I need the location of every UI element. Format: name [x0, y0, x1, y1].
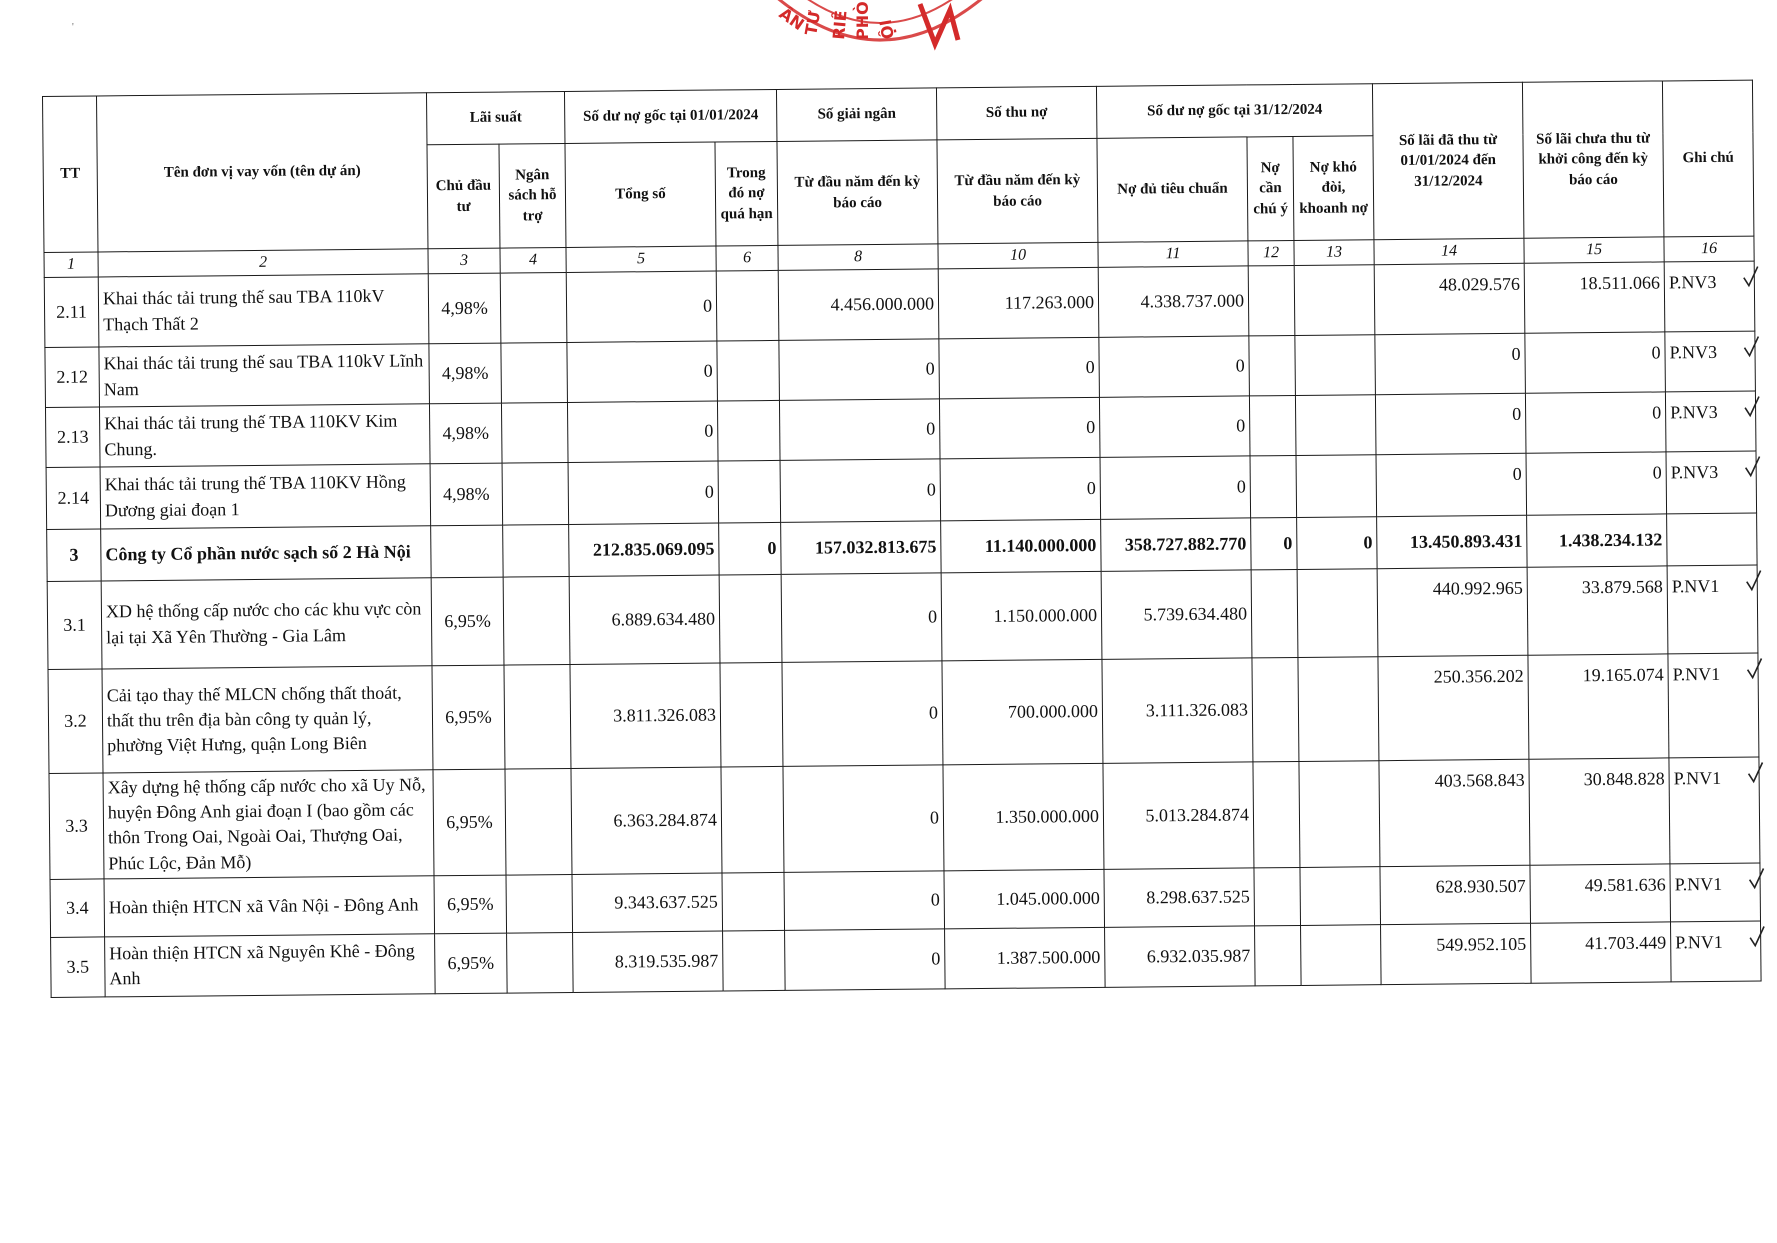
- handwritten-tick-icon: [1748, 923, 1766, 949]
- collected-amount-cell: 700.000.000: [942, 659, 1103, 765]
- interest-uncollected-cell: 41.703.449: [1531, 922, 1672, 983]
- closing-standard-cell: 6.932.035.987: [1105, 926, 1256, 987]
- opening-total-cell: 212.835.069.095: [569, 523, 719, 576]
- interest-rate-budget-cell: [503, 524, 570, 577]
- column-index: 8: [778, 244, 938, 271]
- interest-rate-investor-cell: [431, 525, 503, 578]
- table-row: [47, 565, 1758, 669]
- opening-total-cell: 6.889.634.480: [569, 575, 720, 664]
- column-index: 5: [566, 246, 716, 272]
- interest-rate-budget-cell: [501, 342, 568, 403]
- interest-collected-cell: 549.952.105: [1381, 923, 1532, 984]
- interest-rate-investor-cell: 6,95%: [431, 577, 504, 666]
- interest-rate-investor-cell: 4,98%: [430, 463, 503, 526]
- header-closing-standard: Nợ đủ tiêu chuẩn: [1097, 137, 1248, 242]
- closing-watch-cell: [1254, 867, 1301, 925]
- collected-amount-cell: 0: [940, 457, 1101, 521]
- header-collected: Số thu nợ: [936, 86, 1096, 140]
- column-index: 3: [428, 248, 500, 274]
- table-row: [49, 757, 1760, 879]
- opening-overdue-cell: [717, 340, 780, 401]
- column-index: 10: [938, 242, 1098, 269]
- disbursed-amount-cell: 0: [781, 573, 942, 663]
- row-number-cell: 3.4: [50, 879, 105, 938]
- closing-doubtful-cell: [1294, 265, 1375, 336]
- closing-standard-cell: 358.727.882.770: [1101, 518, 1251, 571]
- project-name-cell: Khai thác tải trung thế TBA 110KV Kim Chung.: [99, 404, 430, 467]
- header-borrower-name: Tên đơn vị vay vốn (tên dự án): [97, 93, 428, 252]
- svg-text:ÂN: ÂN: [775, 3, 808, 35]
- closing-standard-cell: 3.111.326.083: [1102, 658, 1253, 763]
- note-cell: P.NV1: [1668, 653, 1759, 758]
- interest-uncollected-cell: 18.511.066: [1524, 262, 1665, 333]
- row-number-cell: 3.1: [47, 581, 102, 670]
- closing-standard-cell: 8.298.637.525: [1104, 868, 1255, 927]
- note-cell: [1667, 513, 1757, 566]
- handwritten-tick-icon: [1744, 454, 1762, 480]
- closing-standard-cell: 0: [1099, 336, 1250, 397]
- opening-total-cell: 0: [567, 401, 718, 462]
- note-cell: P.NV1: [1671, 921, 1762, 982]
- disbursed-amount-cell: 0: [779, 399, 940, 461]
- interest-collected-cell: 48.029.576: [1374, 263, 1525, 334]
- interest-collected-cell: 250.356.202: [1378, 655, 1529, 760]
- row-number-cell: 3.3: [49, 773, 104, 879]
- interest-rate-budget-cell: [506, 874, 573, 933]
- closing-doubtful-cell: [1298, 657, 1379, 762]
- collected-amount-cell: 117.263.000: [938, 267, 1099, 339]
- header-opening-total: Tổng số: [565, 142, 716, 247]
- interest-rate-budget-cell: [507, 932, 574, 993]
- header-disbursed-ytd: Từ đầu năm đến kỳ báo cáo: [777, 140, 938, 246]
- interest-collected-cell: 13.450.893.431: [1377, 515, 1527, 568]
- column-index: 13: [1294, 240, 1374, 266]
- row-number-cell: 3: [47, 529, 101, 582]
- interest-rate-budget-cell: [504, 664, 571, 769]
- interest-uncollected-cell: 30.848.828: [1529, 758, 1670, 865]
- closing-watch-cell: [1249, 395, 1296, 455]
- project-name-cell: Khai thác tải trung thế TBA 110KV Hồng Dương giai đoạn 1: [100, 464, 431, 529]
- column-index: 14: [1374, 238, 1524, 264]
- note-cell: P.NV1: [1667, 565, 1758, 654]
- closing-watch-cell: [1255, 925, 1302, 985]
- disbursed-amount-cell: 157.032.813.675: [781, 521, 941, 575]
- interest-collected-cell: 628.930.507: [1380, 865, 1531, 924]
- interest-rate-investor-cell: 4,98%: [429, 343, 502, 404]
- header-interest-collected: Số lãi đã thu từ 01/01/2024 đến 31/12/2024: [1372, 82, 1523, 239]
- closing-watch-cell: [1251, 569, 1298, 657]
- svg-text:RIÊ: RIÊ: [829, 9, 851, 41]
- closing-doubtful-cell: 0: [1297, 517, 1378, 570]
- interest-rate-investor-cell: 6,95%: [435, 933, 508, 994]
- opening-overdue-cell: [716, 270, 779, 341]
- opening-overdue-cell: 0: [719, 522, 781, 575]
- project-name-cell: XD hệ thống cấp nước cho các khu vực còn lại tại Xã Yên Thường - Gia Lâm: [101, 578, 432, 669]
- handwritten-tick-icon: [1748, 865, 1766, 891]
- interest-collected-cell: 0: [1375, 333, 1526, 394]
- closing-doubtful-cell: [1297, 569, 1378, 658]
- disbursed-amount-cell: 0: [782, 661, 943, 767]
- svg-text:ỘI: ỘI: [875, 18, 898, 41]
- header-interest-rate: Lãi suất: [426, 91, 565, 144]
- header-opening-overdue: Trong đó nợ quá hạn: [715, 141, 778, 246]
- interest-rate-investor-cell: 4,98%: [429, 403, 502, 464]
- interest-rate-investor-cell: 4,98%: [428, 273, 501, 344]
- header-rate-investor: Chủ đầu tư: [427, 144, 500, 249]
- header-rate-budget: Ngân sách hỗ trợ: [499, 143, 566, 248]
- column-index: 2: [98, 249, 428, 277]
- interest-rate-investor-cell: 6,95%: [434, 875, 507, 934]
- note-cell: P.NV1: [1670, 863, 1761, 922]
- closing-doubtful-cell: [1300, 866, 1381, 925]
- handwritten-tick-icon: [1742, 264, 1760, 290]
- opening-overdue-cell: [719, 574, 782, 663]
- header-opening-balance: Số dư nợ gốc tại 01/01/2024: [564, 89, 776, 143]
- disbursed-amount-cell: 0: [784, 871, 945, 931]
- header-disbursed: Số giải ngân: [776, 88, 936, 142]
- interest-collected-cell: 440.992.965: [1377, 567, 1528, 656]
- closing-watch-cell: [1253, 761, 1300, 867]
- header-collected-ytd: Từ đầu năm đến kỳ báo cáo: [937, 138, 1098, 244]
- column-index: 16: [1664, 236, 1754, 262]
- project-name-cell: Hoàn thiện HTCN xã Nguyên Khê - Đông Anh: [105, 934, 436, 997]
- row-number-cell: 2.14: [46, 467, 101, 530]
- interest-rate-investor-cell: 6,95%: [433, 769, 506, 875]
- opening-total-cell: 6.363.284.874: [571, 767, 722, 874]
- header-closing-watch: Nợ cần chú ý: [1247, 136, 1294, 240]
- disbursed-amount-cell: 4.456.000.000: [778, 269, 939, 341]
- disbursed-amount-cell: 0: [779, 339, 940, 401]
- disbursed-amount-cell: 0: [785, 929, 946, 991]
- opening-total-cell: 0: [568, 461, 719, 524]
- closing-doubtful-cell: [1295, 335, 1376, 396]
- header-closing-balance: Số dư nợ gốc tại 31/12/2024: [1096, 84, 1373, 139]
- interest-uncollected-cell: 33.879.568: [1527, 566, 1668, 655]
- closing-watch-cell: [1252, 657, 1299, 761]
- closing-standard-cell: 0: [1100, 456, 1251, 519]
- row-number-cell: 2.13: [45, 407, 100, 468]
- disbursed-amount-cell: 0: [780, 459, 941, 523]
- table-row: [48, 653, 1759, 773]
- opening-overdue-cell: [721, 766, 784, 872]
- project-name-cell: Công ty Cổ phần nước sạch số 2 Hà Nội: [101, 526, 431, 581]
- closing-doubtful-cell: [1296, 455, 1377, 518]
- interest-uncollected-cell: 19.165.074: [1528, 654, 1669, 759]
- closing-doubtful-cell: [1301, 924, 1382, 985]
- row-number-cell: 3.5: [51, 937, 106, 998]
- collected-amount-cell: 11.140.000.000: [941, 519, 1101, 573]
- opening-total-cell: 0: [567, 341, 718, 402]
- opening-overdue-cell: [723, 930, 786, 991]
- interest-uncollected-cell: 49.581.636: [1530, 864, 1671, 923]
- note-cell: P.NV1: [1669, 757, 1760, 864]
- collected-amount-cell: 0: [939, 337, 1100, 399]
- project-name-cell: Cải tạo thay thế MLCN chống thất thoát, thất thu trên địa bàn công ty quản lý, phường Việt Hưng, quận Long Biên: [102, 666, 433, 773]
- column-index: 1: [44, 252, 98, 278]
- opening-total-cell: 9.343.637.525: [572, 873, 723, 932]
- project-name-cell: Khai thác tải trung thế sau TBA 110kV Thạch Thất 2: [98, 274, 429, 347]
- opening-total-cell: 3.811.326.083: [570, 663, 721, 768]
- loan-table-container: [42, 80, 1761, 998]
- project-name-cell: Khai thác tải trung thế sau TBA 110kV Lĩnh Nam: [99, 344, 430, 407]
- closing-standard-cell: 0: [1099, 396, 1250, 457]
- closing-doubtful-cell: [1295, 395, 1376, 456]
- handwritten-tick-icon: [1745, 656, 1763, 682]
- column-index: 11: [1098, 241, 1248, 267]
- collected-amount-cell: 0: [939, 397, 1100, 459]
- disbursed-amount-cell: 0: [783, 765, 944, 872]
- interest-uncollected-cell: 0: [1525, 392, 1666, 453]
- opening-total-cell: 0: [566, 271, 717, 342]
- column-index: 4: [500, 247, 566, 273]
- interest-uncollected-cell: 0: [1526, 452, 1667, 515]
- page-mark: ': [72, 22, 74, 33]
- collected-amount-cell: 1.045.000.000: [944, 869, 1105, 929]
- header-tt: TT: [43, 96, 98, 253]
- interest-rate-investor-cell: 6,95%: [432, 665, 505, 770]
- closing-watch-cell: [1249, 335, 1296, 395]
- interest-uncollected-cell: 0: [1525, 332, 1666, 393]
- handwritten-tick-icon: [1743, 394, 1761, 420]
- closing-watch-cell: [1248, 265, 1295, 335]
- header-closing-doubtful: Nợ khó đòi, khoanh nợ: [1293, 136, 1374, 241]
- interest-rate-budget-cell: [501, 402, 568, 463]
- column-index: 6: [716, 245, 778, 271]
- interest-collected-cell: 0: [1376, 453, 1527, 516]
- loan-table: [42, 80, 1762, 998]
- project-name-cell: Xây dựng hệ thống cấp nước cho xã Uy Nỗ, huyện Đông Anh giai đoạn I (bao gồm các thôn Trong Oai, Ngoài Oai, Thượng Oai, Phúc Lộc, Đản Mỗ): [103, 770, 434, 879]
- row-number-cell: 2.12: [45, 347, 100, 408]
- opening-overdue-cell: [718, 460, 781, 523]
- closing-watch-cell: [1250, 455, 1297, 517]
- interest-rate-budget-cell: [505, 768, 572, 874]
- svg-text:TƯ: TƯ: [801, 9, 825, 37]
- red-seal-stamp: [760, 0, 1000, 52]
- opening-overdue-cell: [722, 872, 785, 931]
- closing-watch-cell: 0: [1251, 517, 1297, 569]
- interest-collected-cell: 0: [1375, 393, 1526, 454]
- handwritten-tick-icon: [1746, 759, 1764, 785]
- closing-standard-cell: 5.013.284.874: [1103, 762, 1254, 869]
- opening-total-cell: 8.319.535.987: [573, 931, 724, 992]
- column-index: 15: [1524, 237, 1664, 263]
- column-index: 12: [1248, 240, 1294, 265]
- header-interest-uncollected: Số lãi chưa thu từ khởi công đến kỳ báo cáo: [1522, 81, 1663, 238]
- project-name-cell: Hoàn thiện HTCN xã Vân Nội - Đông Anh: [104, 876, 435, 937]
- note-cell: P.NV3: [1666, 451, 1757, 514]
- interest-rate-budget-cell: [503, 576, 570, 665]
- note-cell: P.NV3: [1664, 261, 1755, 332]
- collected-amount-cell: 1.150.000.000: [941, 571, 1102, 661]
- row-number-cell: 2.11: [44, 277, 99, 348]
- opening-overdue-cell: [717, 400, 780, 461]
- interest-collected-cell: 403.568.843: [1379, 759, 1530, 866]
- collected-amount-cell: 1.350.000.000: [943, 763, 1104, 870]
- row-number-cell: 3.2: [48, 669, 103, 774]
- closing-doubtful-cell: [1299, 761, 1380, 868]
- collected-amount-cell: 1.387.500.000: [945, 927, 1106, 989]
- handwritten-tick-icon: [1745, 568, 1763, 594]
- handwritten-tick-icon: [1742, 334, 1760, 360]
- closing-standard-cell: 4.338.737.000: [1098, 266, 1249, 337]
- closing-standard-cell: 5.739.634.480: [1101, 570, 1252, 659]
- interest-uncollected-cell: 1.438.234.132: [1527, 514, 1667, 567]
- svg-text:PHÒ: PHÒ: [853, 1, 872, 40]
- interest-rate-budget-cell: [500, 272, 567, 343]
- interest-rate-budget-cell: [502, 462, 569, 525]
- opening-overdue-cell: [720, 662, 783, 767]
- header-note: Ghi chú: [1662, 80, 1753, 237]
- note-cell: P.NV3: [1665, 391, 1756, 452]
- note-cell: P.NV3: [1665, 331, 1756, 392]
